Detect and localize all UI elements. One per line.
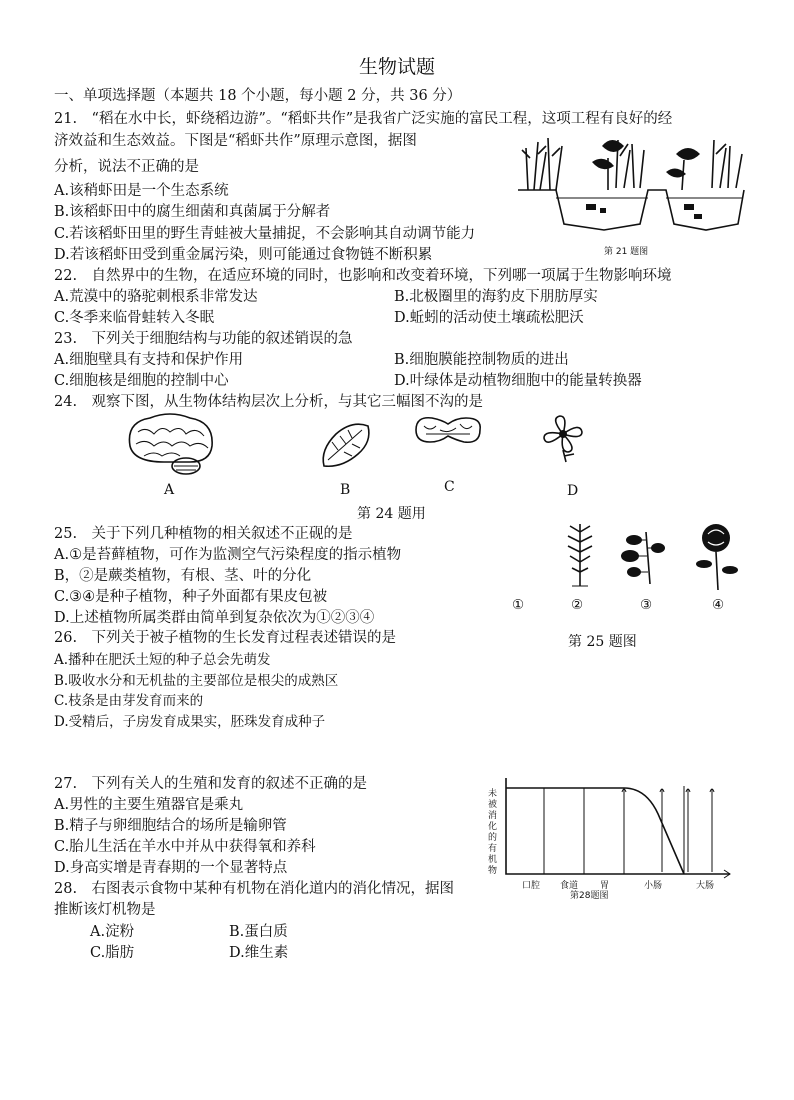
q21-option-d: D.若该稻虾田受到重金属污染，则可能通过食物链不断积累 — [54, 247, 433, 263]
q25-marker-3: ③ — [640, 597, 653, 613]
chart-xlabel: 胃 — [600, 881, 610, 891]
q22-option-d: D.蚯蚓的活动使土壤疏松肥沃 — [394, 310, 584, 326]
q25-marker-2: ② — [571, 597, 584, 613]
chart-ylabel — [488, 787, 497, 876]
flower-illustration — [540, 414, 586, 464]
q21-option-c: C.若该稻虾田里的野生青蛙被大量捕捉，不会影响其自动调节能力 — [54, 226, 476, 242]
q24-label-b: B — [340, 482, 351, 498]
q21-stem-line2: 济效益和生态效益。下图是“稻虾共作”原理示意图，据图 — [54, 133, 417, 149]
q21-stem-line1: 21. “稻在水中长，虾绕稻边游”。“稻虾共作”是我省广泛实施的富民工程，这项工程有良好的经 — [54, 111, 673, 127]
chart-guide-line — [622, 789, 626, 872]
q23-option-d: D.叶绿体是动植物细胞中的能量转换器 — [394, 373, 642, 389]
chart-ylabel-char: 有 — [488, 844, 498, 854]
q25-caption: 第 25 题图 — [568, 634, 637, 650]
q25-marker-1: ① — [512, 597, 525, 613]
chart-xlabel: 大肠 — [696, 881, 715, 891]
q28-stem-line2: 推断该灯机物是 — [54, 902, 156, 918]
chart-ylabel-char: 消 — [488, 811, 498, 821]
chart-guide-line — [686, 789, 690, 872]
q23-option-a: A.细胞壁具有支持和保护作用 — [54, 352, 244, 368]
q28-option-d: D.维生素 — [229, 945, 289, 961]
q25-option-d: D.上述植物所属类群由简单到复杂依次为①②③④ — [54, 610, 375, 626]
chart-axes — [506, 778, 730, 874]
q21-option-a: A.该稍虾田是一个生态系统 — [54, 183, 229, 199]
page-title: 生物试题 — [358, 56, 435, 78]
q27-option-c: C.胎儿生活在羊水中并从中获得氧和养科 — [54, 839, 316, 855]
q28-option-b: B.蛋白质 — [229, 924, 288, 940]
chart-xlabel: 小肠 — [644, 881, 663, 891]
chart-xlabel: 口腔 — [522, 881, 541, 891]
chart-ylabel-char: 未 — [488, 789, 498, 799]
q21-figure-caption: 第 21 题图 — [604, 247, 649, 257]
q24-label-a: A — [164, 482, 175, 498]
q28-stem-line1: 28. 右图表示食物中某种有机物在消化道内的消化情况，据图 — [54, 881, 455, 897]
q23-option-b: B.细胞膜能控制物质的进出 — [394, 352, 569, 368]
chart-guide-line — [660, 789, 664, 872]
q21-option-b: B.该稻虾田中的腐生细菌和真菌属于分解者 — [54, 204, 331, 220]
rice-shrimp-figure — [516, 128, 746, 260]
digestion-chart — [474, 776, 744, 902]
q27-option-a: A.男性的主要生殖器官是乘丸 — [54, 797, 244, 813]
chart-xlabel: 食道 — [560, 881, 579, 891]
brain-illustration — [124, 412, 216, 476]
digestion-curve — [506, 788, 684, 874]
moss-illustration — [562, 518, 598, 588]
chart-ylabel-char: 化 — [488, 822, 498, 832]
chart-ylabel-char: 被 — [488, 800, 498, 810]
q24-caption: 第 24 题用 — [357, 506, 426, 522]
fern-illustration — [620, 528, 666, 586]
q27-option-b: B.精子与卵细胞结合的场所是输卵管 — [54, 818, 287, 834]
q26-option-a: A.播种在肥沃土短的种子总会先萌发 — [54, 652, 271, 668]
q24-label-c: C — [444, 479, 455, 495]
q26-option-c: C.枝条是由芽发育而来的 — [54, 693, 204, 709]
rose-illustration — [694, 520, 740, 592]
q26-stem: 26. 下列关于被子植物的生长发育过程表述错误的是 — [54, 630, 397, 646]
q26-option-b: B.吸收水分和无机盐的主要部位是根尖的成熟区 — [54, 673, 339, 689]
chart-guide-line — [710, 789, 714, 872]
q23-option-c: C.细胞核是细胞的控制中心 — [54, 373, 229, 389]
q28-option-a: A.淀粉 — [90, 924, 135, 940]
section-heading: 一、单项选择题（本题共 18 个小题，每小题 2 分，共 36 分） — [54, 88, 462, 104]
q23-stem: 23. 下列关于细胞结构与功能的叙述销误的急 — [54, 331, 353, 347]
q21-stem-line3: 分析，说法不正确的是 — [54, 159, 199, 175]
q22-option-b: B.北极圈里的海豹皮下朋肪厚实 — [394, 289, 598, 305]
q27-option-d: D.身高实增是青春期的一个显著特点 — [54, 860, 288, 876]
q25-marker-4: ④ — [712, 597, 725, 613]
chart-ylabel-char: 机 — [488, 855, 498, 865]
q22-stem: 22. 自然界中的生物，在适应环境的同时，也影响和改变着环境，下列哪一项属于生物影响环境 — [54, 268, 672, 284]
q25-stem: 25. 关于下列几种植物的相关叙述不正砚的是 — [54, 526, 353, 542]
leaf-fragment-illustration — [318, 420, 374, 472]
q25-option-c: C.③④是种子植物，种子外面都有果皮包被 — [54, 589, 328, 605]
peanut-illustration — [410, 412, 486, 448]
q22-option-a: A.荒漠中的骆驼刺根系非常发达 — [54, 289, 258, 305]
q22-option-c: C.冬季来临骨蛙转入冬眠 — [54, 310, 215, 326]
q25-option-a: A.①是苔藓植物，可作为监测空气污染程度的指示植物 — [54, 547, 402, 563]
chart-ylabel-char: 物 — [488, 866, 498, 876]
q26-option-d: D.受精后，子房发育成果实，胚珠发育成种子 — [54, 714, 326, 730]
q24-stem: 24. 观察下图，从生物体结构层次上分析，与其它三幅图不沟的是 — [54, 394, 484, 410]
q27-stem: 27. 下列有关人的生殖和发育的叙述不正确的是 — [54, 776, 368, 792]
chart-ylabel-char: 的 — [488, 833, 498, 843]
q24-label-d: D — [567, 483, 579, 499]
q25-option-b: B，②是蕨类植物，有根、茎、叶的分化 — [54, 568, 312, 584]
chart-caption: 第28题图 — [570, 891, 609, 901]
q28-option-c: C.脂肪 — [90, 945, 135, 961]
